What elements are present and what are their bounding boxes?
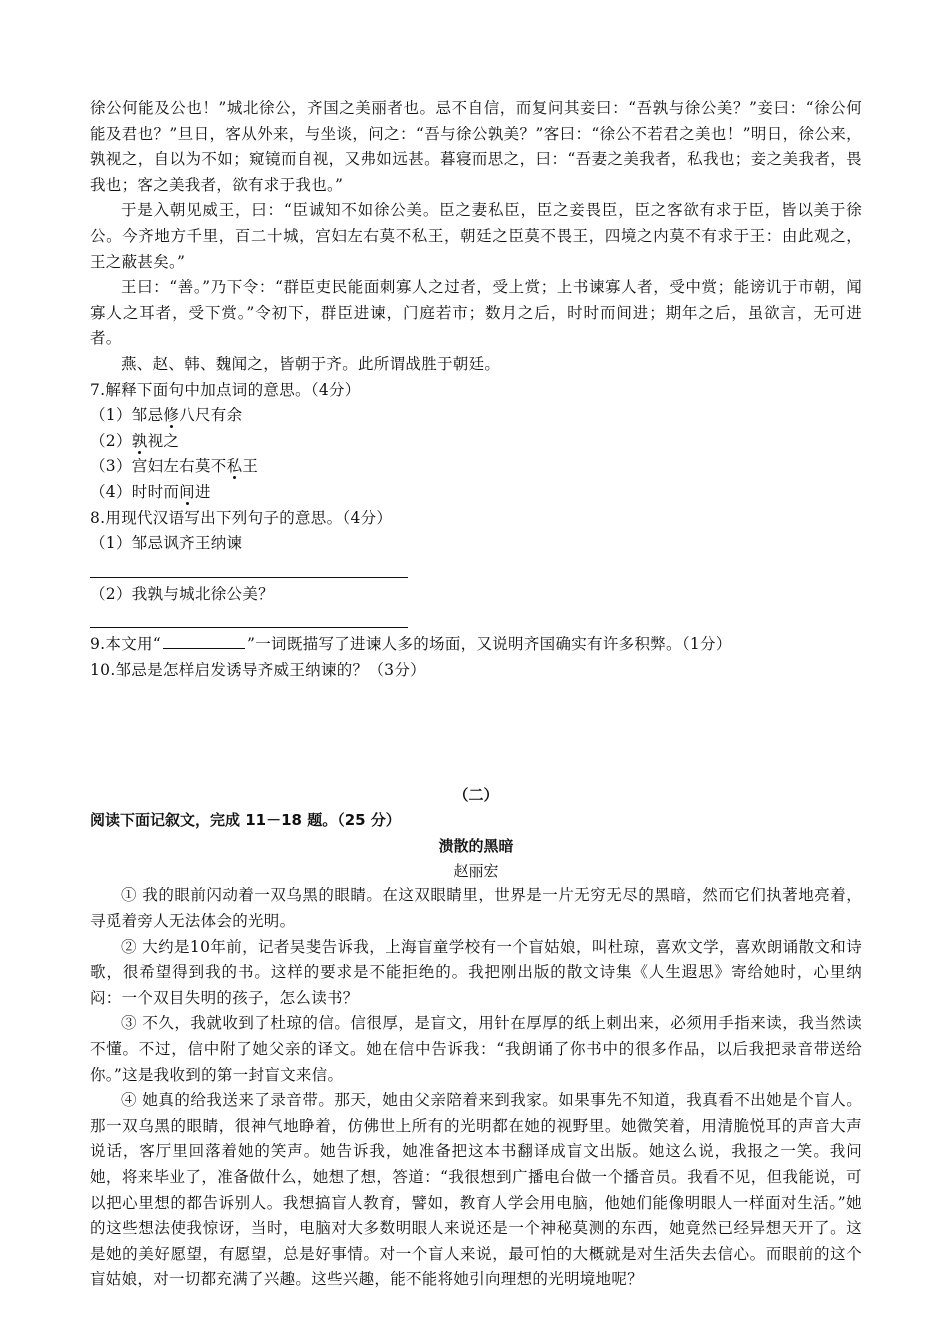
article-paragraph: ② 大约是10年前，记者吴斐告诉我，上海盲童学校有一个盲姑娘，叫杜琼，喜欢文学，喜欢朗诵散文和诗歌，很希望得到我的书。这样的要求是不能拒绝的。我把刚出版的散文诗集《人生遐思》寄给她时，心里纳闷：一个双目失明的孩子，怎么读书？	[90, 937, 862, 1007]
passage-paragraph: 燕、赵、韩、魏闻之，皆朝于齐。此所谓战胜于朝廷。	[121, 354, 501, 373]
document-page	[90, 96, 862, 1293]
dotted-word: 私	[226, 457, 243, 476]
question-7-item	[90, 454, 862, 480]
question-8-sentence-2: （2）我孰与城北徐公美？	[90, 584, 274, 603]
question-10-title: 10.邹忌是怎样启发诱导齐威王纳谏的？（3分）	[90, 660, 426, 679]
answer-line[interactable]	[90, 613, 408, 628]
article-paragraph: ③ 不久，我就收到了杜琼的信。信很厚，是盲文，用针在厚厚的纸上刺出来，必须用手指来读，我当然读不懂。不过，信中附了她父亲的译文。她在信中告诉我：“我朗诵了你书中的很多作品，以后我把录音带送给你。”这是我收到的第一封盲文来信。	[90, 1014, 862, 1084]
dotted-word: 修	[163, 406, 180, 425]
question-9	[90, 632, 862, 658]
dotted-word: 间	[179, 482, 195, 501]
item-number: （1）	[90, 406, 132, 425]
article-paragraph: ① 我的眼前闪动着一双乌黑的眼睛。在这双眼睛里，世界是一片无穷无尽的黑暗，然而它们执著地亮着，寻觅着旁人无法体会的光明。	[90, 886, 862, 931]
dotted-word: 孰	[131, 431, 148, 450]
article-title: 溃散的黑暗	[438, 837, 514, 856]
question-8-sentence-1: （1）邹忌讽齐王纳谏	[90, 534, 243, 553]
item-number: （4）	[90, 482, 132, 501]
item-text: 王	[242, 457, 259, 476]
item-text: 进	[194, 482, 211, 501]
item-text: 视之	[147, 431, 180, 450]
question-9-text: ”一词既描写了进谏人多的场面，又说明齐国确实有许多积弊。（1分）	[247, 635, 732, 654]
passage-paragraph: 于是入朝见威王，曰：“臣诚知不如徐公美。臣之妻私臣，臣之妾畏臣，臣之客欲有求于臣，皆以美于徐公。今齐地方千里，百二十城，宫妇左右莫不私王，朝廷之臣莫不畏王，四境之内莫不有求于王：由此观之，王之蔽甚矣。”	[90, 201, 862, 271]
item-number: （3）	[90, 457, 132, 476]
item-text: 宫妇左右莫不	[131, 457, 227, 476]
item-text: 时时而	[131, 482, 180, 501]
spacer	[90, 683, 862, 783]
question-7-item	[90, 480, 862, 506]
item-number: （2）	[90, 431, 132, 450]
question-9-text: 9.本文用“	[90, 635, 162, 654]
fill-blank[interactable]	[163, 634, 245, 649]
question-7-title: 7.解释下面句中加点词的意思。（4分）	[90, 380, 361, 399]
section-intro: 阅读下面记叙文，完成 11－18 题。（25 分）	[90, 811, 401, 830]
passage-paragraph: 徐公何能及公也！”城北徐公，齐国之美丽者也。忌不自信，而复问其妾曰：“吾孰与徐公美？”妾曰：“徐公何能及君也？”旦日，客从外来，与坐谈，问之：“吾与徐公孰美？”客曰：“徐公不若君之美也！”明日，徐公来，孰视之，自以为不如；窥镜而自视，又弗如远甚。暮寝而思之，曰：“吾妻之美我者，私我也；妾之美我者，畏我也；客之美我者，欲有求于我也。”	[90, 99, 862, 194]
article-paragraph: ④ 她真的给我送来了录音带。那天，她由父亲陪着来到我家。如果事先不知道，我真看不出她是个盲人。那一双乌黑的眼睛，很神气地睁着，仿佛世上所有的光明都在她的视野里。她微笑着，用清脆悦耳的声音大声说话，客厅里回落着她的笑声。她告诉我，她准备把这本书翻译成盲文出版。她这么说，我报之一笑。我问她，将来毕业了，准备做什么，她想了想，答道：“我很想到广播电台做一个播音员。我看不见，但我能说，可以把心里想的都告诉别人。我想搞盲人教育，譬如，教育人学会用电脑，他她们能像明眼人一样面对生活。”她的这些想法使我惊讶，当时，电脑对大多数明眼人来说还是一个神秘莫测的东西，她竟然已经异想天开了。这是她的美好愿望，有愿望，总是好事情。对一个盲人来说，最可怕的大概就是对生活失去信心。而眼前的这个盲姑娘，对一切都充满了兴趣。这些兴趣，能不能将她引向理想的光明境地呢？	[90, 1091, 862, 1289]
item-text: 八尺有余	[179, 406, 243, 425]
question-7-item	[90, 403, 862, 429]
section-heading: （二）	[453, 786, 499, 805]
answer-line[interactable]	[90, 563, 408, 578]
article-author: 赵丽宏	[453, 862, 499, 881]
question-7-item	[90, 429, 862, 455]
item-text: 邹忌	[131, 406, 164, 425]
passage-paragraph: 王曰：“善。”乃下令：“群臣吏民能面刺寡人之过者，受上赏；上书谏寡人者，受中赏；能谤讥于市朝，闻寡人之耳者，受下赏。”令初下，群臣进谏，门庭若市；数月之后，时时而间进；期年之后，虽欲言，无可进者。	[90, 278, 862, 348]
question-8-title: 8.用现代汉语写出下列句子的意思。（4分）	[90, 508, 393, 527]
